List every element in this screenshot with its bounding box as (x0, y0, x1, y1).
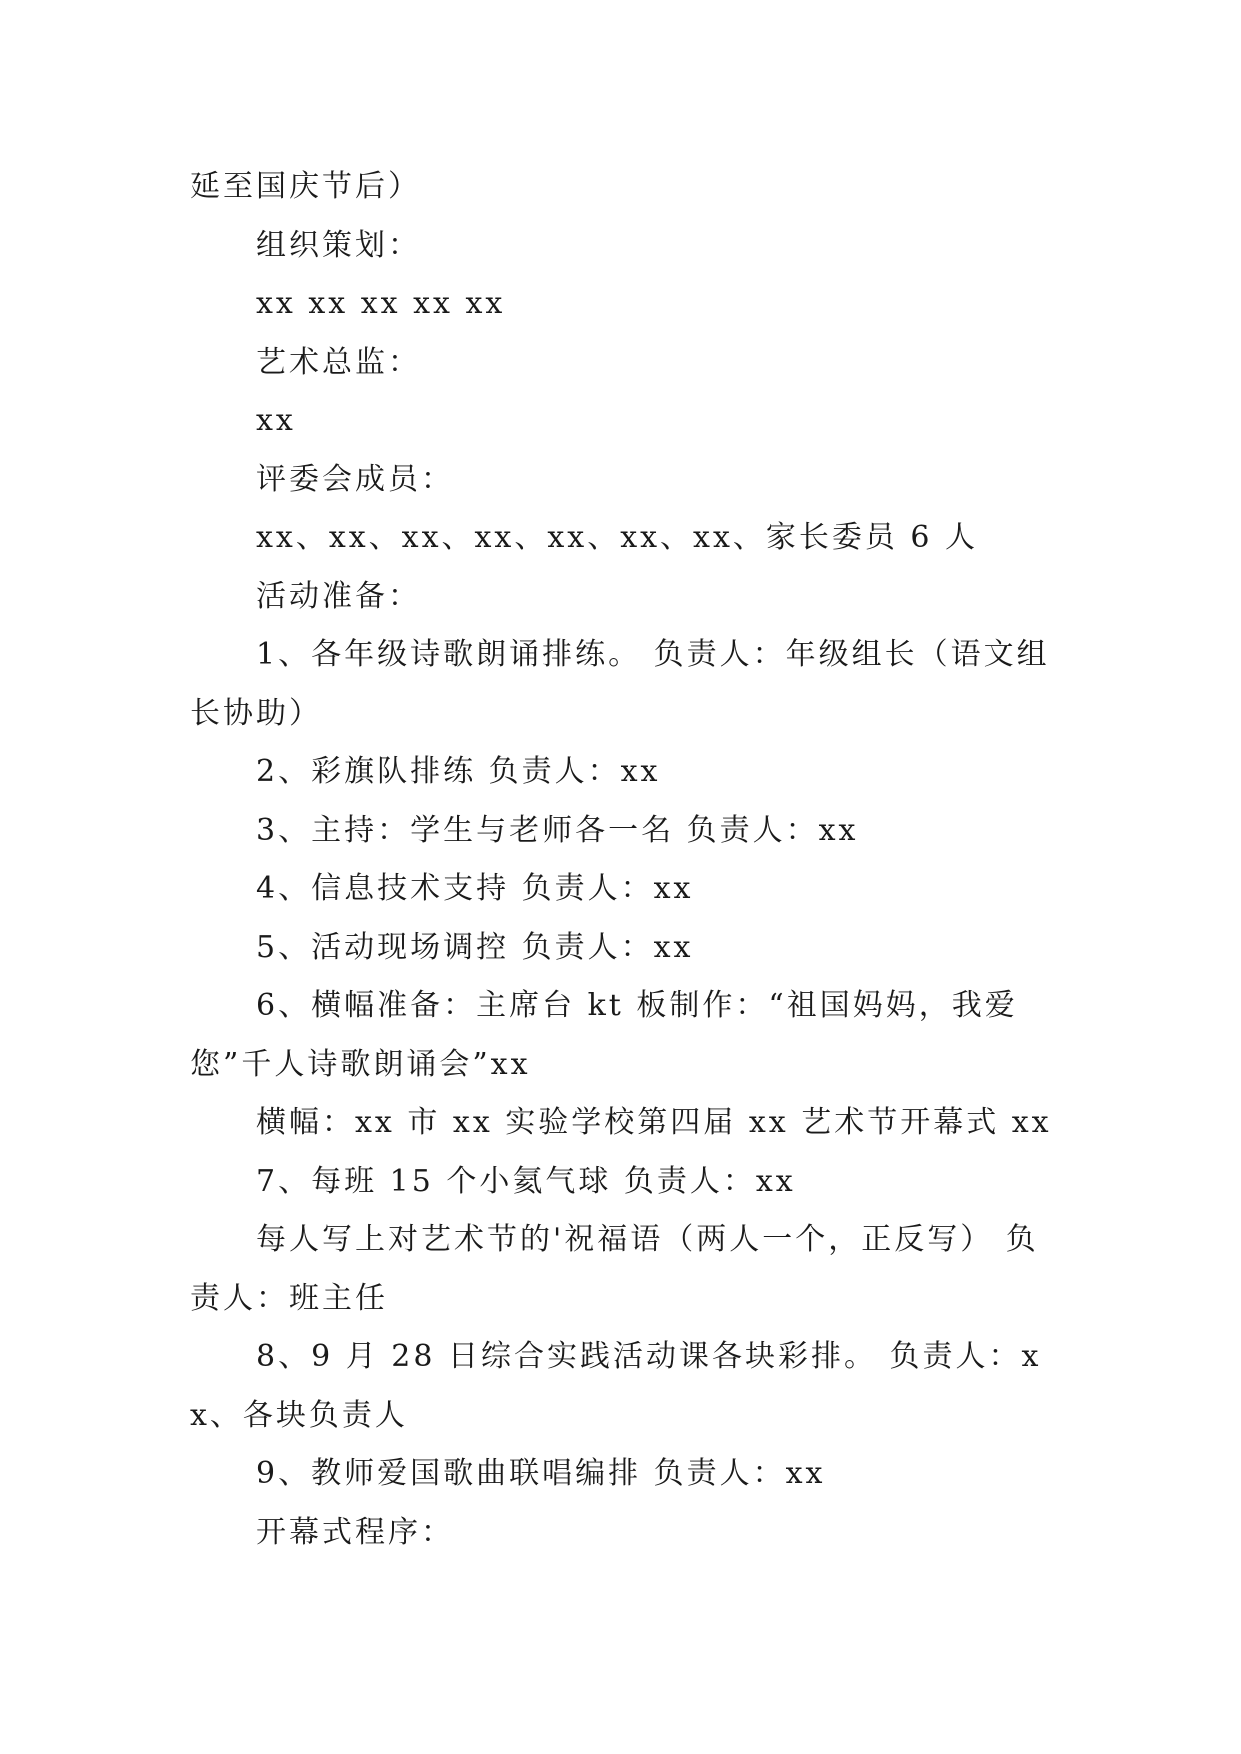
text-line: xx (256, 403, 296, 438)
text-line: 4、信息技术支持 负责人：xx (256, 871, 694, 906)
text-line: xx xx xx xx xx (256, 286, 506, 321)
text-line: 开幕式程序： (256, 1514, 454, 1550)
text-line: 组织策划： (256, 227, 421, 263)
text-line: 8、9 月 28 日综合实践活动课各块彩排。 负责人：xx、各块负责人 (190, 1339, 1042, 1433)
text-line: 7、每班 15 个小氦气球 负责人：xx (256, 1163, 796, 1199)
text-line: 艺术总监： (256, 344, 421, 380)
text-line: 横幅：xx 市 xx 实验学校第四届 xx 艺术节开幕式 xx (256, 1105, 1052, 1140)
text-line: 2、彩旗队排练 负责人：xx (256, 754, 661, 789)
text-line: 6、横幅准备：主席台 kt 板制作：“祖国妈妈，我爱您”千人诗歌朗诵会”xx (190, 988, 1018, 1082)
text-line: 每人写上对艺术节的'祝福语（两人一个，正反写） 负责人：班主任 (190, 1222, 1039, 1316)
text-line: 活动准备： (256, 578, 421, 614)
text-line: 1、各年级诗歌朗诵排练。 负责人：年级组长（语文组长协助） (190, 637, 1050, 731)
text-line: 延至国庆节后） (190, 169, 421, 204)
document-body (190, 158, 1070, 1562)
text-line: 评委会成员： (256, 461, 454, 497)
text-line: 5、活动现场调控 负责人：xx (256, 929, 694, 965)
text-line: 3、主持：学生与老师各一名 负责人：xx (256, 812, 859, 848)
text-line: 9、教师爱国歌曲联唱编排 负责人：xx (256, 1456, 826, 1491)
text-line: xx、xx、xx、xx、xx、xx、xx、家长委员 6 人 (256, 520, 979, 555)
